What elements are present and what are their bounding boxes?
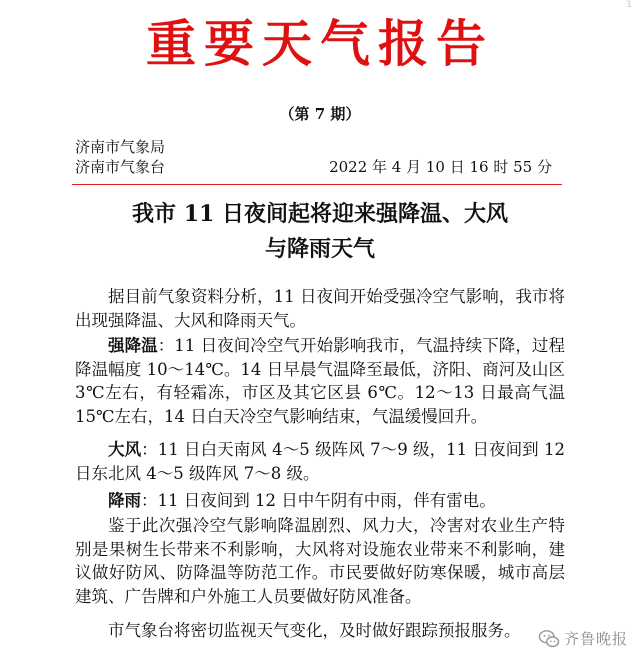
cooling-paragraph <box>75 334 565 429</box>
issuer-observatory: 济南市气象台 <box>75 158 166 176</box>
closing-paragraph <box>75 619 565 643</box>
issue-number: （第 7 期） <box>279 105 361 123</box>
report-title: 重要天气报告 <box>146 14 494 73</box>
intro-text: 据目前气象资料分析，11 日夜间开始受强冷空气影响，我市将出现强降温、大风和降雨天气。 <box>75 287 565 330</box>
rain-text: 11 日夜间到 12 日中午阴有中雨，伴有雷电。 <box>157 491 496 510</box>
headline-line-1: 我市 11 日夜间起将迎来强降温、大风 <box>132 201 508 227</box>
corner-mark: 1 <box>626 0 632 10</box>
wechat-icon <box>538 629 560 649</box>
watermark-text: 齐鲁晚报 <box>564 630 629 648</box>
wind-label: 大风 <box>108 440 142 459</box>
cooling-separator: ： <box>157 336 175 355</box>
closing-text: 市气象台将密切监视天气变化，及时做好跟踪预报服务。 <box>108 621 521 640</box>
red-divider <box>72 184 562 185</box>
advice-paragraph <box>75 514 565 609</box>
wind-separator: ： <box>141 440 158 459</box>
rain-separator: ： <box>141 491 158 510</box>
wind-text: 11 日白天南风 4～5 级阵风 7～9 级，11 日夜间到 12 日东北风 4～5 级阵风 7～8 级。 <box>75 440 566 483</box>
cooling-label: 强降温 <box>108 336 158 355</box>
wind-paragraph <box>75 438 565 485</box>
issue-datetime: 2022 年 4 月 10 日 16 时 55 分 <box>329 158 552 176</box>
headline-line-2: 与降雨天气 <box>264 236 375 262</box>
watermark <box>538 626 634 652</box>
issuer-bureau: 济南市气象局 <box>75 138 166 156</box>
intro-paragraph <box>75 285 565 332</box>
advice-text: 鉴于此次强冷空气影响降温剧烈、风力大，冷害对农业生产特别是果树生长带来不利影响，大风将对设施农业带来不利影响，建议做好防风、防降温等防范工作。市民要做好防寒保暖，城市高层建筑、广告牌和户外施工人员要做好防风准备。 <box>75 516 565 607</box>
rain-paragraph <box>75 489 565 513</box>
rain-label: 降雨 <box>108 491 141 510</box>
cooling-text: 11 日夜间冷空气开始影响我市，气温持续下降，过程降温幅度 10～14℃。14 日早晨气温降至最低，济阳、商河及山区 3℃左右，有轻霜冻，市区及其它区县 6℃。12～13 日最高气温 15℃左右，14 日白天冷空气影响结束，气温缓慢回升。 <box>75 336 566 427</box>
